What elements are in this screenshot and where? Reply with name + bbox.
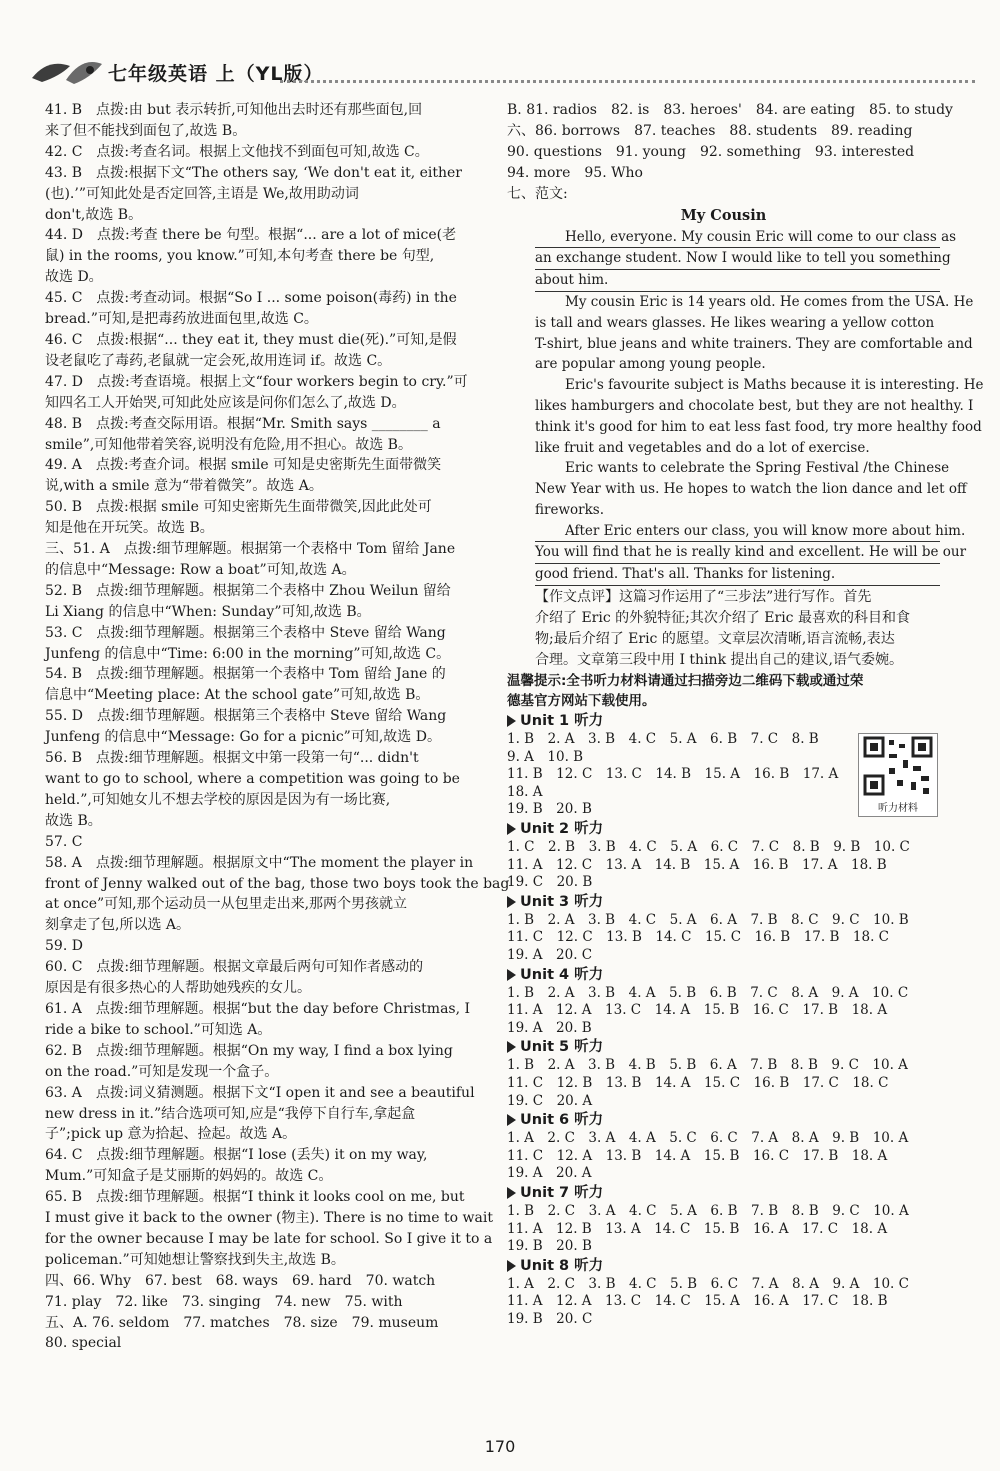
answers-81-95	[507, 100, 953, 205]
essay-line: Hello, everyone. My cousin Eric will come to our class as	[535, 227, 940, 249]
triangle-icon	[507, 969, 516, 981]
answer-line: 四、66. Why 67. best 68. ways 69. hard 70. watch	[45, 1272, 436, 1289]
right-column	[507, 100, 984, 1329]
triangle-icon	[507, 823, 516, 835]
answer-line: 原因是有很多热心的人帮助她残疾的女儿。	[45, 980, 311, 997]
answer-line: held.”,可知她女儿不想去学校的原因是因为有一场比赛,	[45, 791, 391, 808]
answer-line: at once”可知,那个运动员一从包里走出来,那两个男孩就立	[45, 896, 408, 913]
answer-line: 42. C 点拨:考查名词。根据上文他找不到面包可知,故选 C。	[45, 143, 429, 160]
essay-line: good friend. That's all. Thanks for listening.	[535, 564, 940, 586]
answer-line: 50. B 点拨:根据 smile 可知史密斯先生面带微笑,因此此处可	[45, 499, 432, 516]
unit-answer-line: 1. B 2. A 3. B 4. C 5. A 6. B 7. C 8. B	[507, 731, 819, 748]
triangle-icon	[507, 1187, 516, 1199]
unit-answer-line: 1. B 2. A 3. B 4. B 5. B 6. A 7. B 8. B 9. C 10. A	[507, 1057, 908, 1074]
header-divider	[280, 80, 975, 83]
qr-label: 听力材料	[878, 803, 918, 814]
answer-line: 六、86. borrows 87. teaches 88. students 89. reading	[507, 122, 913, 139]
publisher-logo	[30, 56, 104, 86]
triangle-icon	[507, 715, 516, 727]
answer-line: 62. B 点拨:细节理解题。根据“On my way, I find a box lying	[45, 1042, 453, 1059]
unit-title: Unit 2 听力	[520, 821, 604, 838]
answer-line: Li Xiang 的信息中“When: Sunday”可知,故选 B。	[45, 603, 371, 620]
page-title: 七年级英语 上（YL版）	[108, 63, 324, 85]
essay-title: My Cousin	[680, 206, 767, 224]
unit-answer-line: 19. B 20. B	[507, 1238, 592, 1255]
essay-line: think it's good for him to eat less fast food, try more healthy food	[535, 418, 982, 435]
unit-answer-line: 19. B 20. B	[507, 801, 592, 818]
answer-line: 七、范文:	[507, 185, 568, 202]
unit-title: Unit 7 听力	[520, 1184, 604, 1201]
review-line: 合理。文章第三段中用 I think 提出自己的建议,语气委婉。	[535, 652, 903, 669]
answer-line: bread.”可知,是把毒药放进面包里,故选 C。	[45, 311, 318, 328]
answer-line: 53. C 点拨:细节理解题。根据第三个表格中 Steve 留给 Wang	[45, 624, 446, 641]
left-column	[45, 100, 510, 1354]
essay-line: is tall and wears glasses. He likes wearing a yellow cotton	[535, 314, 935, 331]
unit-title: Unit 6 听力	[520, 1112, 604, 1129]
answer-line: 知是他在开玩笑。故选 B。	[45, 520, 214, 537]
answer-line: 故选 B。	[45, 812, 102, 829]
unit-answer-line: 1. C 2. B 3. B 4. C 5. A 6. C 7. C 8. B 9. B 10. C	[507, 839, 910, 856]
answer-line: 60. C 点拨:细节理解题。根据文章最后两句可知作者感动的	[45, 959, 424, 976]
triangle-icon	[507, 1260, 516, 1272]
unit-answer-line: 1. A 2. C 3. B 4. C 5. B 6. C 7. A 8. A 9. A 10. C	[507, 1275, 909, 1292]
answer-line: 46. C 点拨:根据“... they eat it, they must die(死).”可知,是假	[45, 331, 457, 348]
unit-answer-line: 9. A 10. B	[507, 748, 584, 765]
answer-line: (也).’”可知此处是否定回答,主语是 We,故用助动词	[45, 185, 359, 202]
unit-answer-line: 11. A 12. A 13. C 14. C 15. A 16. A 17. C 18. B	[507, 1293, 888, 1310]
answer-line: 56. B 点拨:细节理解题。根据文中第一段第一句“... didn't	[45, 750, 419, 767]
unit-heading	[507, 892, 940, 912]
answer-line: 80. special	[45, 1335, 122, 1352]
answer-line: 57. C	[45, 833, 83, 850]
answer-line: Junfeng 的信息中“Message: Go for a picnic”可知,故选 D。	[45, 729, 441, 746]
essay-line: an exchange student. Now I would like to tell you something	[535, 248, 940, 270]
page-number: 170	[484, 1437, 516, 1456]
answer-line: 信息中“Meeting place: At the school gate”可知,故选 B。	[45, 687, 430, 704]
answer-line: smile”,可知他带着笑容,说明没有危险,用不担心。故选 B。	[45, 436, 412, 453]
unit-heading	[507, 1037, 940, 1057]
unit-answer-line: 11. B 12. C 13. C 14. B 15. A 16. B 17. A	[507, 766, 839, 783]
qr-code[interactable]	[858, 733, 938, 817]
unit-answer-line: 19. A 20. A	[507, 1165, 592, 1182]
essay-line: T-shirt, blue jeans and white trainers. They are comfortable and	[535, 335, 973, 352]
tip-line: 温馨提示:全书听力材料请通过扫描旁边二维码下载或通过荣	[507, 673, 864, 690]
answer-line: 鼠) in the rooms, you know.”可知,本句考查 there be 句型,	[45, 248, 435, 265]
answer-line: 知四名工人开始哭,可知此处应该是问你们怎么了,故选 D。	[45, 394, 406, 411]
answer-line: policeman.”可知她想让警察找到失主,故选 B。	[45, 1251, 345, 1268]
answer-line: 说,with a smile 意为“带着微笑”。故选 A。	[45, 478, 323, 495]
triangle-icon	[507, 1114, 516, 1126]
essay-line: about him.	[535, 270, 940, 292]
unit-title: Unit 8 听力	[520, 1257, 604, 1274]
unit-answer-line: 11. A 12. B 13. A 14. C 15. B 16. A 17. C 18. A	[507, 1220, 888, 1237]
answer-line: ride a bike to school.”可知选 A。	[45, 1021, 272, 1038]
triangle-icon	[507, 896, 516, 908]
answer-line: 59. D	[45, 938, 83, 955]
answer-line: B. 81. radios 82. is 83. heroes' 84. are eating 85. to study	[507, 102, 953, 118]
answer-line: don't,故选 B。	[45, 206, 143, 223]
essay-line: Eric wants to celebrate the Spring Festival /the Chinese	[565, 460, 950, 477]
unit-answer-line: 19. B 20. C	[507, 1310, 593, 1327]
unit-answer-line: 11. A 12. C 13. A 14. B 15. A 16. B 17. A 18. B	[507, 856, 887, 873]
answer-line: 41. B 点拨:由 but 表示转折,可知他出去时还有那些面包,回	[45, 102, 423, 118]
unit-heading	[507, 1110, 940, 1130]
answer-line: on the road.”可知是发现一个盒子。	[45, 1063, 279, 1080]
unit-answer-line: 19. A 20. C	[507, 947, 593, 964]
answer-line: 54. B 点拨:细节理解题。根据第一个表格中 Tom 留给 Jane 的	[45, 666, 446, 683]
review-line: 介绍了 Eric 的外貌特征;其次介绍了 Eric 最喜欢的科目和食	[535, 610, 910, 627]
essay-line: Eric's favourite subject is Maths because it is interesting. He	[565, 377, 984, 394]
unit-answer-line: 11. C 12. C 13. B 14. C 15. C 16. B 17. B 18. C	[507, 929, 889, 946]
answer-line: 故选 D。	[45, 269, 103, 286]
triangle-icon	[507, 1041, 516, 1053]
answer-line: 48. B 点拨:考查交际用语。根据“Mr. Smith says ________ a	[45, 415, 441, 432]
answer-line: 来了但不能找到面包了,故选 B。	[45, 122, 247, 139]
answer-line: I must give it back to the owner (物主). There is no time to wait	[45, 1210, 493, 1227]
answer-line: 61. A 点拨:细节理解题。根据“but the day before Christmas, I	[45, 1000, 471, 1017]
answer-line: 45. C 点拨:考查动词。根据“So I ... some poison(毒药) in the	[45, 290, 457, 307]
answer-line: want to go to school, where a competition was going to be	[45, 771, 460, 787]
unit-answer-line: 1. A 2. C 3. A 4. A 5. C 6. C 7. A 8. A 9. B 10. A	[507, 1130, 909, 1147]
essay-review	[507, 587, 940, 671]
answer-line: 90. questions 91. young 92. something 93. interested	[507, 143, 915, 160]
review-line: 物;最后介绍了 Eric 的愿望。文章层次清晰,语言流畅,表达	[535, 631, 895, 648]
download-tip	[507, 671, 940, 711]
sample-essay	[507, 227, 984, 587]
page-header	[30, 56, 975, 92]
essay-line: likes hamburgers and chocolate best, but they are not healthy. I	[535, 397, 974, 414]
essay-line: are popular among young people.	[535, 356, 766, 373]
answer-line: 三、51. A 点拨:细节理解题。根据第一个表格中 Tom 留给 Jane	[45, 541, 456, 558]
answer-line: 55. D 点拨:细节理解题。根据第三个表格中 Steve 留给 Wang	[45, 708, 447, 725]
answer-line: for the owner because I may be late for school. So I give it to a	[45, 1230, 493, 1247]
answer-line: 58. A 点拨:细节理解题。根据原文中“The moment the player in	[45, 854, 474, 871]
answer-line: 的信息中“Message: Row a boat”可知,故选 A。	[45, 561, 356, 578]
unit-title: Unit 3 听力	[520, 893, 604, 910]
unit-answer-line: 11. A 12. A 13. C 14. A 15. B 16. C 17. B 18. A	[507, 1002, 888, 1019]
answer-line: new dress in it.”结合选项可知,应是“我停下自行车,拿起盒	[45, 1105, 416, 1122]
answer-line: 子”;pick up 意为拾起、捡起。故选 A。	[45, 1126, 297, 1143]
answer-line: 49. A 点拨:考查介词。根据 smile 可知是史密斯先生面带微笑	[45, 457, 442, 474]
unit-answer-line: 18. A	[507, 783, 543, 800]
essay-line: After Eric enters our class, you will know more about him.	[535, 521, 940, 543]
unit-title: Unit 5 听力	[520, 1039, 604, 1056]
essay-line: like fruit and vegetables and do a lot of exercise.	[535, 439, 870, 456]
answer-line: 47. D 点拨:考查语境。根据上文“four workers begin to cry.”可	[45, 373, 468, 390]
answer-line: 五、A. 76. seldom 77. matches 78. size 79. museum	[45, 1314, 439, 1331]
unit-answer-line: 11. C 12. A 13. B 14. A 15. B 16. C 17. B 18. A	[507, 1147, 888, 1164]
unit-answer-line: 19. C 20. A	[507, 1092, 593, 1109]
unit-answer-line: 1. B 2. A 3. B 4. C 5. A 6. A 7. B 8. C 9. C 10. B	[507, 911, 909, 928]
unit-heading	[507, 1183, 940, 1203]
review-line: 【作文点评】这篇习作运用了“三步法”进行写作。首先	[535, 589, 872, 606]
answer-line: 44. D 点拨:考查 there be 句型。根据“... are a lot of mice(老	[45, 227, 457, 244]
answer-line: 71. play 72. like 73. singing 74. new 75. with	[45, 1293, 403, 1310]
essay-line: New Year with us. He hopes to watch the lion dance and let off	[535, 481, 967, 498]
answer-line: 64. C 点拨:细节理解题。根据“I lose (丢失) it on my way,	[45, 1147, 428, 1164]
answer-line: 设老鼠吃了毒药,老鼠就一定会死,故用连词 if。故选 C。	[45, 352, 392, 369]
unit-heading	[507, 965, 940, 985]
unit-answer-line: 19. C 20. B	[507, 874, 593, 891]
essay-line: You will find that he is really kind and excellent. He will be our	[535, 542, 940, 564]
unit-heading	[507, 1256, 940, 1276]
unit-heading	[507, 711, 940, 731]
unit-answer-line: 1. B 2. C 3. A 4. C 5. A 6. B 7. B 8. B 9. C 10. A	[507, 1202, 909, 1219]
answer-line: 63. A 点拨:词义猜测题。根据下文“I open it and see a beautiful	[45, 1084, 475, 1101]
answer-line: Junfeng 的信息中“Time: 6:00 in the morning”可知,故选 C。	[45, 645, 451, 662]
answer-line: 43. B 点拨:根据下文“The others say, ‘We don't eat it, either	[45, 164, 462, 181]
essay-line: My cousin Eric is 14 years old. He comes from the USA. He	[565, 293, 974, 310]
unit-answer-line: 1. B 2. A 3. B 4. A 5. B 6. B 7. C 8. A 9. A 10. C	[507, 984, 909, 1001]
answer-line: 52. B 点拨:细节理解题。根据第二个表格中 Zhou Weilun 留给	[45, 582, 451, 599]
tip-line: 德基官方网站下载使用。	[507, 693, 656, 710]
essay-line: fireworks.	[535, 501, 604, 518]
unit-answer-line: 11. C 12. B 13. B 14. A 15. C 16. B 17. C 18. C	[507, 1074, 889, 1091]
unit-heading	[507, 819, 940, 839]
answer-line: front of Jenny walked out of the bag, those two boys took the bag	[45, 875, 510, 892]
answer-line: 65. B 点拨:细节理解题。根据“I think it looks cool on me, but	[45, 1189, 465, 1206]
answer-line: 刻拿走了包,所以选 A。	[45, 917, 191, 934]
unit-title: Unit 4 听力	[520, 966, 604, 983]
unit-answer-line: 19. A 20. B	[507, 1019, 592, 1036]
qr-code-icon	[859, 734, 937, 798]
unit-title: Unit 1 听力	[520, 713, 604, 730]
answer-line: 94. more 95. Who	[507, 164, 643, 181]
answer-line: Mum.”可知盒子是艾丽斯的妈妈的。故选 C。	[45, 1168, 333, 1185]
